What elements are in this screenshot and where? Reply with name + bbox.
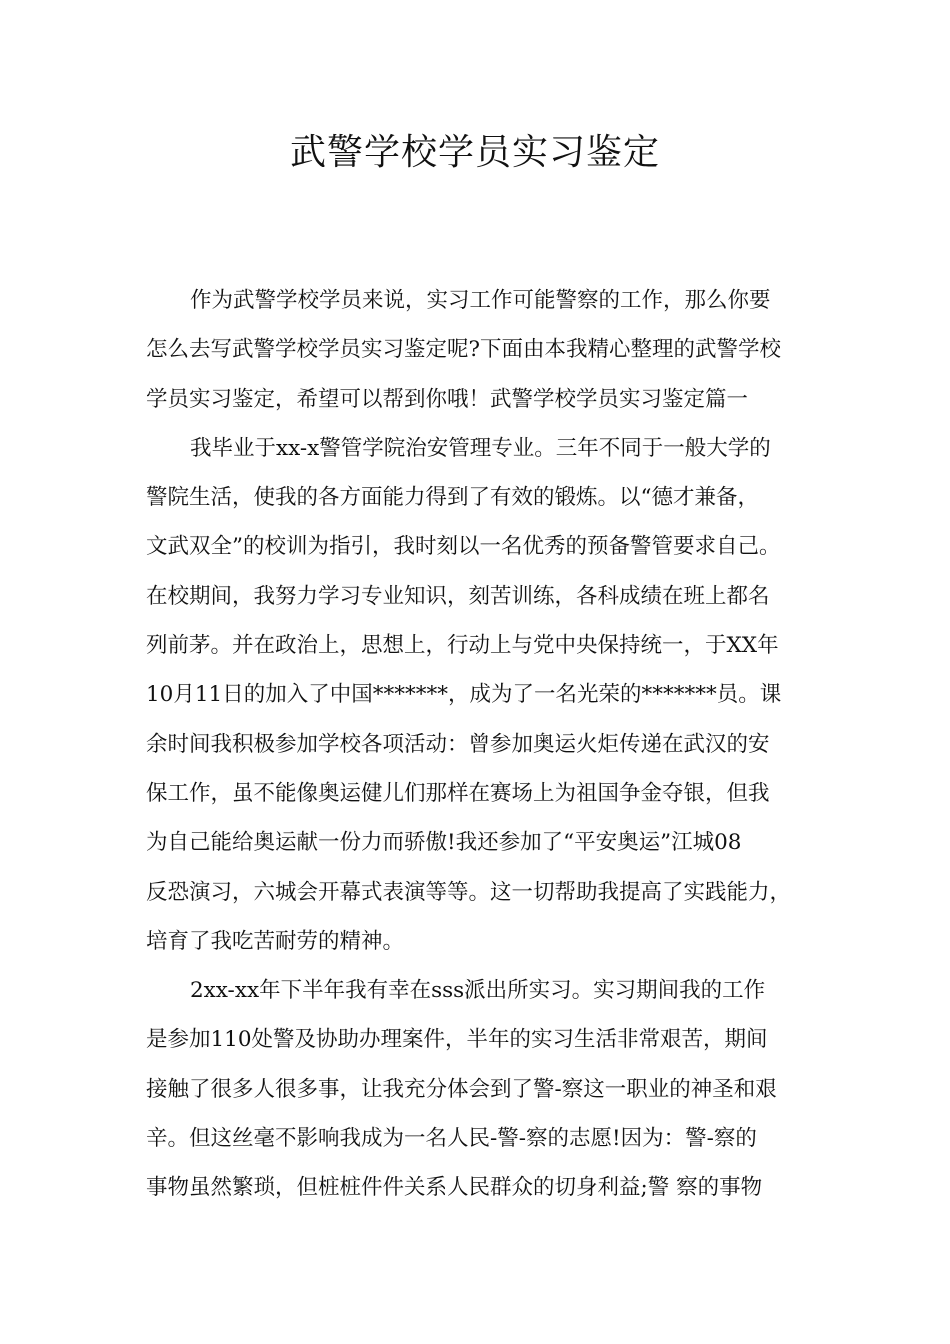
paragraph-1-line-3: 学员实习鉴定，希望可以帮到你哦！武警学校学员实习鉴定篇一 [146, 386, 749, 412]
paragraph-2-line-2: 警院生活，使我的各方面能力得到了有效的锻炼。以“德才兼备， [146, 485, 759, 511]
paragraph-3-line-5: 事物虽然繁琐，但桩桩件件关系人民群众的切身利益;警 察的事物 [146, 1175, 763, 1201]
paragraph-2-line-7: 余时间我积极参加学校各项活动：曾参加奥运火炬传递在武汉的安 [146, 731, 770, 757]
paragraph-3-line-3: 接触了很多人很多事，让我充分体会到了警-察这一职业的神圣和艰 [146, 1076, 777, 1102]
paragraph-3-line-1: 2xx-xx年下半年我有幸在sss派出所实习。实习期间我的工作 [190, 978, 766, 1004]
paragraph-2-line-8: 保工作，虽不能像奥运健儿们那样在赛场上为祖国争金夺银，但我 [146, 780, 770, 806]
document-body [146, 276, 820, 1213]
paragraph-1-line-2: 怎么去写武警学校学员实习鉴定呢?下面由本我精心整理的武警学校 [146, 337, 782, 363]
paragraph-2-line-5: 列前茅。并在政治上，思想上，行动上与党中央保持统一，于XX年 [146, 633, 779, 659]
paragraph-2-line-1: 我毕业于xx-x警管学院治安管理专业。三年不同于一般大学的 [190, 435, 771, 461]
paragraph-2-line-6: 10月11日的加入了中国*******，成为了一名光荣的*******员。课 [146, 682, 782, 708]
paragraph-2-line-4: 在校期间，我努力学习专业知识，刻苦训练，各科成绩在班上都名 [146, 583, 770, 609]
document-title: 武警学校学员实习鉴定 [289, 132, 660, 173]
paragraph-2-line-11: 培育了我吃苦耐劳的精神。 [146, 928, 405, 954]
paragraph-2-line-3: 文武双全”的校训为指引，我时刻以一名优秀的预备警管要求自己。 [146, 534, 781, 560]
paragraph-2-line-9: 为自己能给奥运献一份力而骄傲!我还参加了“平安奥运”江城08 [146, 830, 742, 856]
paragraph-3-line-4: 辛。但这丝毫不影响我成为一名人民-警-察的志愿!因为：警-察的 [146, 1126, 757, 1152]
paragraph-3-line-2: 是参加110处警及协助办理案件，半年的实习生活非常艰苦，期间 [146, 1027, 768, 1053]
paragraph-2-line-10: 反恐演习，六城会开幕式表演等等。这一切帮助我提高了实践能力， [146, 879, 792, 905]
paragraph-1-line-1: 作为武警学校学员来说，实习工作可能警察的工作，那么你要 [190, 288, 771, 313]
